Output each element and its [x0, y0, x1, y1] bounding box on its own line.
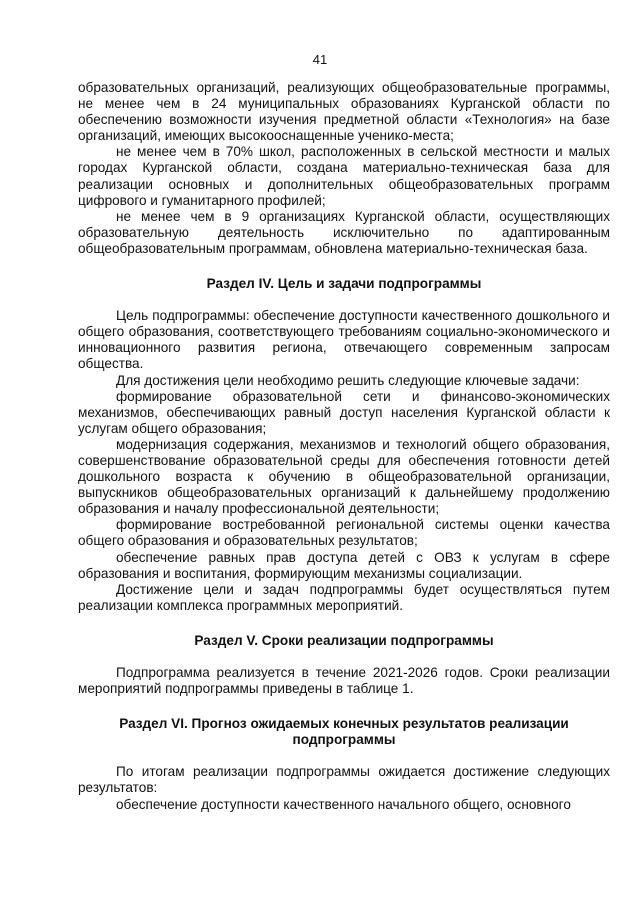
paragraph: Цель подпрограммы: обеспечение доступности качественного дошкольного и общего образования, соответствующего требованиям социально-экономического и инновационного развития региона, отвечающего современным запросам общества. [78, 308, 610, 372]
paragraph: Достижение цели и задач подпрограммы будет осуществляться путем реализации комплекса программных мероприятий. [78, 581, 610, 613]
paragraph: Для достижения цели необходимо решить следующие ключевые задачи: [116, 372, 580, 388]
document-body [78, 80, 610, 813]
paragraph: модернизация содержания, механизмов и технологий общего образования, совершенствование образовательной среды для обеспечения готовности детей дошкольного возраста к обучению в общеобразовательной организации, выпускников общеобразовательных организаций к дальнейшему продолжению образования и началу профессиональной деятельности; [78, 436, 610, 517]
paragraph: формирование образовательной сети и финансово-экономических механизмов, обеспечивающих равный доступ населения Курганской области к услугам общего образования; [78, 388, 610, 436]
paragraph: обеспечение доступности качественного начального общего, основного [116, 796, 571, 812]
paragraph: не менее чем в 9 организациях Курганской области, осуществляющих образовательную деятельность исключительно по адаптированным общеобразовательным программам, обновлена материально-техническая база. [78, 208, 610, 256]
paragraph: Подпрограмма реализуется в течение 2021-2026 годов. Сроки реализации мероприятий подпрограммы приведены в таблице 1. [78, 665, 610, 697]
section-heading: Раздел VI. Прогноз ожидаемых конечных результатов реализации подпрограммы [119, 716, 569, 748]
paragraph: обеспечение равных прав доступа детей с ОВЗ к услугам в сфере образования и воспитания, формирующим механизмы социализации. [78, 549, 610, 581]
section-heading: Раздел V. Сроки реализации подпрограммы [194, 632, 494, 648]
paragraph: не менее чем в 70% школ, расположенных в сельской местности и малых городах Курганской области, создана материально-техническая база для реализации основных и дополнительных общеобразовательных программ цифрового и гуманитарного профилей; [78, 144, 610, 208]
page-number: 41 [312, 52, 328, 67]
paragraph: По итогам реализации подпрограммы ожидается достижение следующих результатов: [78, 764, 610, 796]
paragraph: формирование востребованной региональной системы оценки качества общего образования и образовательных результатов; [78, 517, 610, 549]
section-heading: Раздел IV. Цель и задачи подпрограммы [206, 276, 482, 292]
paragraph: образовательных организаций, реализующих общеобразовательные программы, не менее чем в 24 муниципальных образованиях Курганской области по обеспечению возможности изучения предметной области «Технология» на базе организаций, имеющих высокооснащенные ученико-места; [78, 80, 610, 144]
